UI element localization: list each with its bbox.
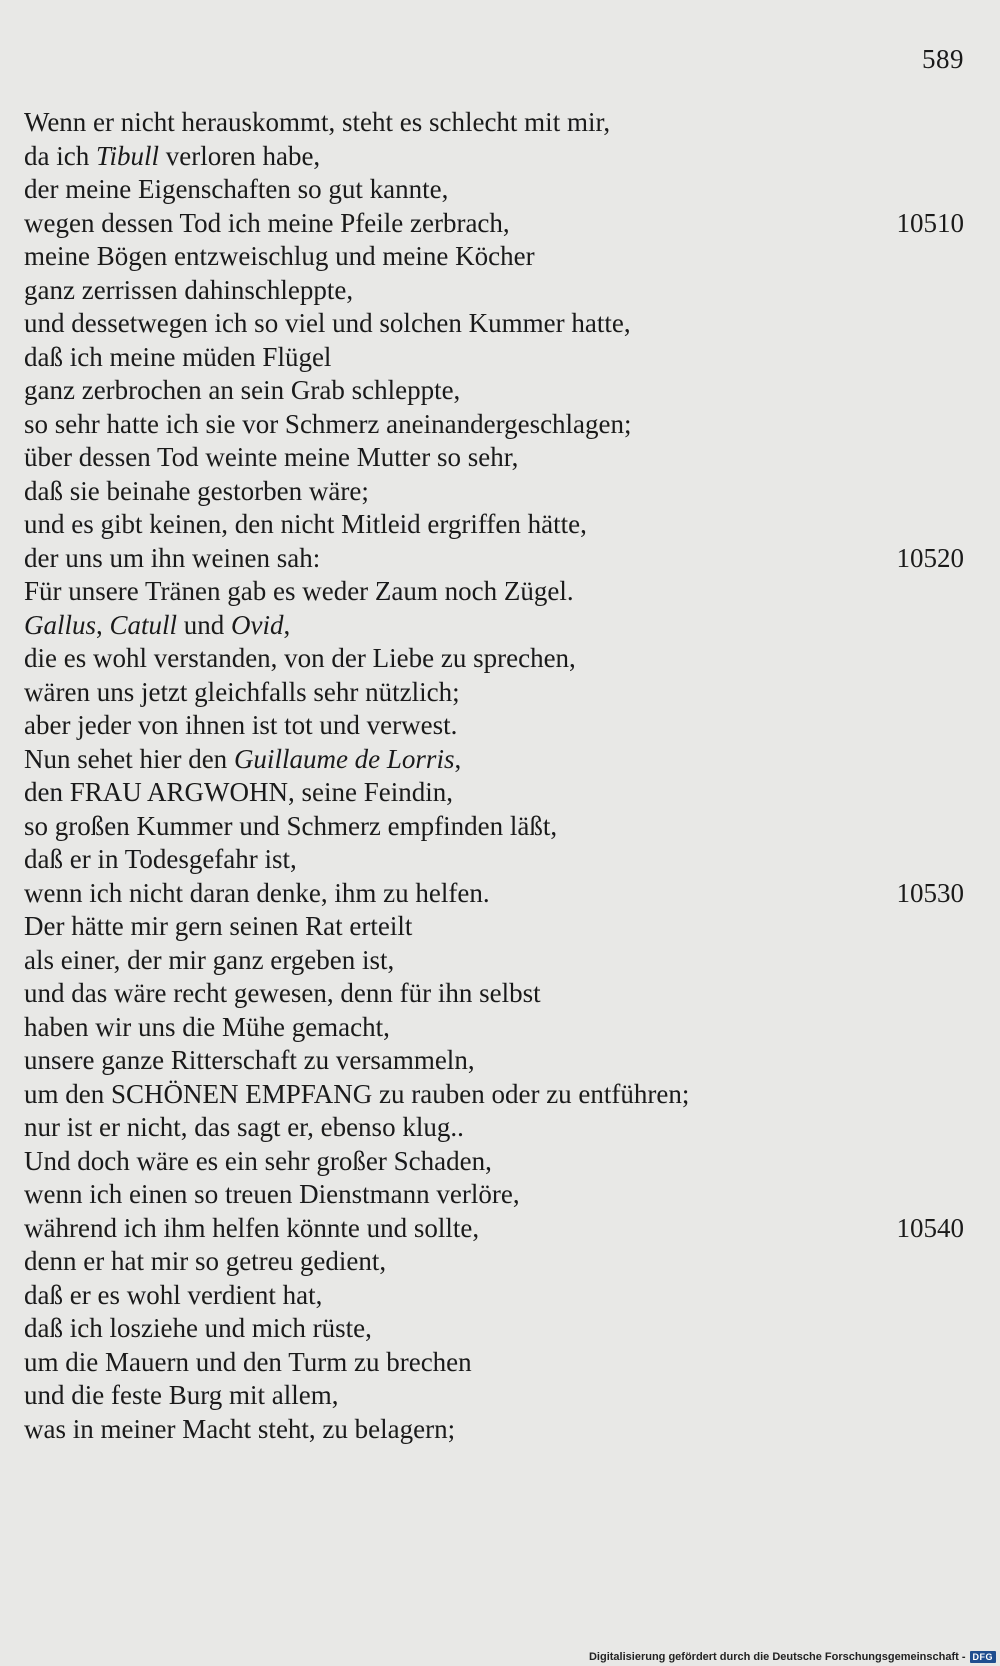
verse-line: [24, 475, 984, 509]
italic-name: Catull: [109, 609, 178, 640]
verse-line-text: [24, 342, 331, 372]
text-segment: verloren habe,: [159, 140, 321, 171]
text-segment: als einer, der mir ganz ergeben ist,: [24, 944, 395, 975]
text-segment: der meine Eigenschaften so gut kannte,: [24, 174, 449, 204]
verse-line: [24, 140, 984, 174]
verse-line: [24, 575, 984, 609]
verse-line-text: [24, 509, 587, 539]
text-segment: daß er in Todesgefahr ist,: [24, 844, 297, 874]
verse-line: [24, 810, 984, 844]
verse-text: [24, 106, 984, 1446]
verse-line: [24, 877, 984, 911]
verse-line-text: [24, 1179, 520, 1209]
verse-line: [24, 743, 984, 777]
text-segment: der uns um ihn weinen sah:: [24, 542, 321, 573]
text-segment: wegen dessen Tod ich meine Pfeile zerbrach,: [24, 207, 510, 238]
verse-line-text: [24, 1313, 372, 1343]
text-segment: und: [177, 609, 232, 640]
text-segment: ,: [454, 743, 462, 774]
verse-line-text: [24, 911, 412, 941]
text-segment: daß er es wohl verdient hat,: [24, 1279, 323, 1310]
verse-line: [24, 1078, 984, 1112]
verse-line-text: [24, 777, 453, 807]
italic-name: Ovid: [231, 609, 284, 640]
text-segment: Der hätte mir gern seinen Rat erteilt: [24, 911, 413, 941]
verse-line-text: [24, 442, 518, 472]
verse-line-text: [24, 275, 353, 305]
text-segment: den FRAU ARGWOHN, seine Feindin,: [24, 777, 453, 807]
verse-line-text: [24, 677, 460, 707]
text-segment: meine Bögen entzweischlug und meine Köcher: [24, 241, 535, 271]
text-segment: die es wohl verstanden, von der Liebe zu sprechen,: [24, 643, 576, 673]
verse-line: [24, 1346, 984, 1380]
verse-line: [24, 1413, 984, 1447]
footer-credit: Digitalisierung gefördert durch die Deutsche Forschungsgemeinschaft -: [588, 1651, 966, 1663]
verse-line-text: [24, 1079, 689, 1109]
text-segment: und die feste Burg mit allem,: [24, 1380, 339, 1410]
page-number: 589: [922, 44, 964, 74]
verse-line-text: [24, 241, 535, 271]
text-segment: und das wäre recht gewesen, denn für ihn selbst: [24, 978, 541, 1008]
verse-line: [24, 1212, 984, 1246]
verse-line-text: [24, 1213, 479, 1243]
verse-line: [24, 609, 984, 643]
verse-line: [24, 307, 984, 341]
verse-line-text: [24, 375, 460, 405]
verse-line: [24, 977, 984, 1011]
text-segment: Und doch wäre es ein sehr großer Schaden,: [24, 1145, 492, 1176]
text-segment: daß ich meine müden Flügel: [24, 341, 332, 372]
verse-line: [24, 1178, 984, 1212]
line-number: 10540: [896, 1212, 964, 1243]
text-segment: wenn ich einen so treuen Dienstmann verlöre,: [24, 1179, 520, 1209]
dfg-logo: DFG: [970, 1651, 997, 1663]
text-segment: Wenn er nicht herauskommt, steht es schlecht mit mir,: [24, 107, 611, 137]
text-segment: wären uns jetzt gleichfalls sehr nützlich;: [24, 676, 460, 707]
verse-line-text: [24, 844, 297, 874]
verse-line-text: [24, 1246, 386, 1276]
text-segment: um den SCHÖNEN EMPFANG zu rauben oder zu entführen;: [24, 1078, 690, 1109]
digitization-footer: [589, 1651, 996, 1663]
verse-line: [24, 843, 984, 877]
text-segment: daß ich losziehe und mich rüste,: [24, 1313, 372, 1343]
text-segment: wenn ich nicht daran denke, ihm zu helfen.: [24, 877, 490, 908]
text-segment: denn er hat mir so getreu gedient,: [24, 1246, 387, 1276]
text-segment: so großen Kummer und Schmerz empfinden läßt,: [24, 810, 558, 841]
text-segment: Nun sehet hier den: [24, 743, 234, 774]
verse-line-text: [24, 1280, 322, 1310]
verse-line-text: [24, 308, 631, 338]
verse-line: [24, 408, 984, 442]
verse-line: [24, 274, 984, 308]
verse-line: [24, 341, 984, 375]
verse-line-text: [24, 174, 448, 204]
verse-line: [24, 709, 984, 743]
verse-line: [24, 642, 984, 676]
verse-line-text: [24, 1012, 390, 1042]
verse-line-text: [24, 1414, 455, 1444]
verse-line-text: [24, 107, 610, 137]
text-segment: ganz zerbrochen an sein Grab schleppte,: [24, 375, 461, 405]
verse-line-text: [24, 744, 461, 774]
text-segment: während ich ihm helfen könnte und sollte,: [24, 1212, 480, 1243]
italic-name: Tibull: [95, 140, 160, 171]
verse-line-text: [24, 576, 574, 606]
text-segment: unsere ganze Ritterschaft zu versammeln,: [24, 1045, 475, 1075]
text-segment: ,: [283, 609, 291, 640]
verse-line: [24, 1111, 984, 1145]
text-segment: Für unsere Tränen gab es weder Zaum noch Zügel.: [24, 576, 574, 606]
verse-line: [24, 240, 984, 274]
verse-line: [24, 776, 984, 810]
verse-line: [24, 542, 984, 576]
italic-name: Guillaume de Lorris: [233, 743, 455, 774]
text-segment: aber jeder von ihnen ist tot und verwest.: [24, 710, 458, 740]
verse-line: [24, 1312, 984, 1346]
verse-line-text: [24, 878, 490, 908]
verse-line: [24, 508, 984, 542]
text-segment: ganz zerrissen dahinschleppte,: [24, 274, 354, 305]
verse-line-text: [24, 1146, 492, 1176]
verse-line-text: [24, 208, 510, 238]
verse-line-text: [24, 141, 320, 171]
verse-line: [24, 207, 984, 241]
italic-name: Gallus: [24, 609, 97, 640]
verse-line-text: [24, 1380, 338, 1410]
verse-line-text: [24, 1045, 475, 1075]
verse-line: [24, 1044, 984, 1078]
text-segment: ,: [96, 609, 110, 640]
verse-line: [24, 374, 984, 408]
line-number: 10510: [896, 207, 964, 238]
verse-line: [24, 1279, 984, 1313]
text-segment: um die Mauern und den Turm zu brechen: [24, 1346, 472, 1377]
text-segment: was in meiner Macht steht, zu belagern;: [24, 1413, 456, 1444]
verse-line-text: [24, 409, 632, 439]
text-segment: nur ist er nicht, das sagt er, ebenso klug..: [24, 1112, 464, 1142]
verse-line-text: [24, 643, 576, 673]
text-segment: über dessen Tod weinte meine Mutter so sehr,: [24, 442, 519, 472]
text-segment: und dessetwegen ich so viel und solchen Kummer hatte,: [24, 308, 631, 338]
verse-line: [24, 173, 984, 207]
verse-line-text: [24, 945, 394, 975]
text-segment: so sehr hatte ich sie vor Schmerz aneinandergeschlagen;: [24, 408, 632, 439]
verse-line: [24, 944, 984, 978]
verse-line-text: [24, 610, 290, 640]
verse-line: [24, 676, 984, 710]
verse-line: [24, 106, 984, 140]
verse-line: [24, 910, 984, 944]
verse-line-text: [24, 710, 457, 740]
text-segment: und es gibt keinen, den nicht Mitleid ergriffen hätte,: [24, 509, 587, 539]
text-segment: daß sie beinahe gestorben wäre;: [24, 475, 369, 506]
line-number: 10520: [896, 542, 964, 573]
verse-line: [24, 441, 984, 475]
verse-line-text: [24, 811, 557, 841]
text-segment: da ich: [24, 140, 96, 171]
verse-line-text: [24, 978, 541, 1008]
verse-line: [24, 1145, 984, 1179]
line-number: 10530: [896, 877, 964, 908]
text-segment: haben wir uns die Mühe gemacht,: [24, 1011, 390, 1042]
verse-line: [24, 1011, 984, 1045]
verse-line-text: [24, 476, 369, 506]
verse-line: [24, 1379, 984, 1413]
verse-line-text: [24, 1112, 464, 1142]
verse-line: [24, 1245, 984, 1279]
verse-line-text: [24, 1347, 472, 1377]
verse-line-text: [24, 543, 320, 573]
